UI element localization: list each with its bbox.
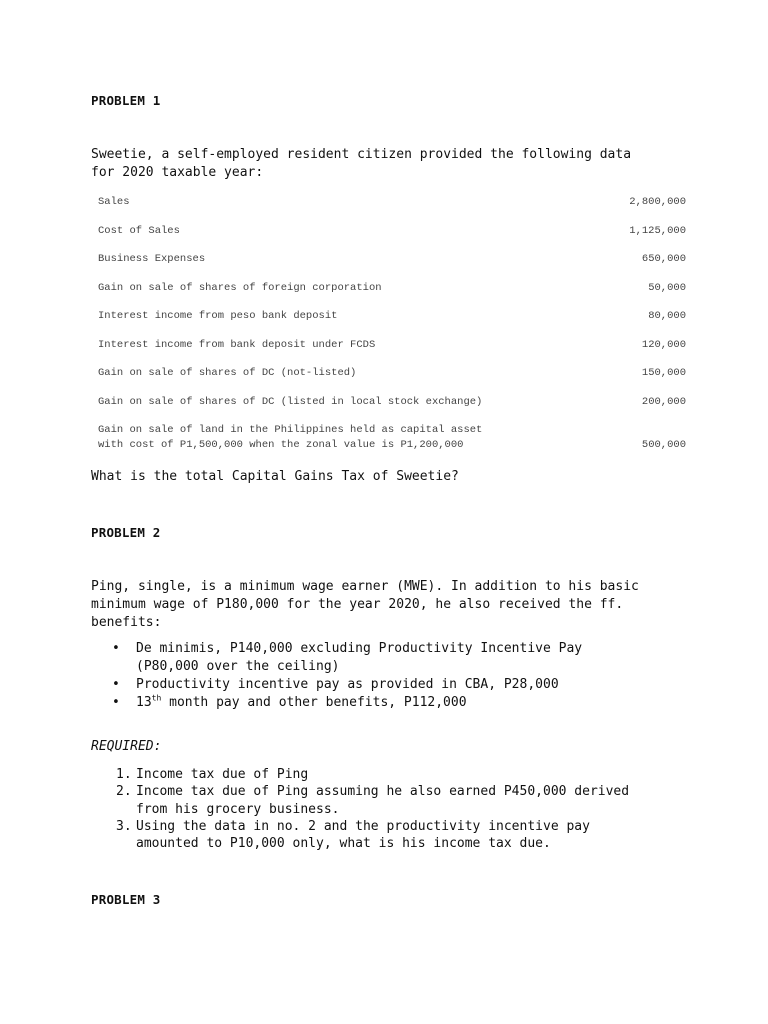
list-item xyxy=(91,676,651,694)
row-label: Gain on sale of land in the Philippines held as capital asset xyxy=(98,424,483,436)
list-item-text-part: 13 xyxy=(136,695,152,710)
row-label: Interest income from peso bank deposit xyxy=(98,310,338,322)
ordinal-suffix: th xyxy=(151,693,162,703)
problem-1-intro xyxy=(91,146,691,182)
row-label: Cost of Sales xyxy=(98,225,180,237)
list-item-text: (P80,000 over the ceiling) xyxy=(136,659,340,674)
row-amount: 80,000 xyxy=(648,310,686,322)
list-item-text: De minimis, P140,000 excluding Productivity Incentive Pay xyxy=(136,641,583,656)
row-label: with cost of P1,500,000 when the zonal value is P1,200,000 xyxy=(98,439,464,451)
item-number: 2. xyxy=(116,784,132,800)
row-label: Gain on sale of shares of DC (not-listed) xyxy=(98,367,357,379)
row-label: Gain on sale of shares of DC (listed in local stock exchange) xyxy=(98,396,483,408)
row-amount: 1,125,000 xyxy=(629,225,686,237)
row-amount: 500,000 xyxy=(641,439,686,451)
required-label: REQUIRED: xyxy=(91,739,162,754)
bullet-icon: • xyxy=(112,695,120,710)
row-amount: 50,000 xyxy=(648,282,686,294)
bullet-icon: • xyxy=(112,677,120,692)
row-amount: 2,800,000 xyxy=(629,196,686,208)
problem-2-intro-line: minimum wage of P180,000 for the year 2020, he also received the ff. xyxy=(91,597,624,612)
item-number: 3. xyxy=(116,818,132,834)
problem-1-question: What is the total Capital Gains Tax of Sweetie? xyxy=(91,469,459,484)
requirements-list xyxy=(91,766,681,852)
list-item-text xyxy=(136,694,651,712)
problem-3-heading: PROBLEM 3 xyxy=(91,892,161,907)
problem-2-intro-line: benefits: xyxy=(91,615,162,630)
row-amount: 200,000 xyxy=(641,396,686,408)
list-item xyxy=(91,640,651,676)
problem-2-intro-line: Ping, single, is a minimum wage earner (MWE). In addition to his basic xyxy=(91,579,639,594)
problem-1-heading: PROBLEM 1 xyxy=(91,93,161,108)
item-number: 1. xyxy=(116,767,132,782)
list-item xyxy=(91,783,681,818)
list-item xyxy=(91,818,681,853)
row-label: Interest income from bank deposit under FCDS xyxy=(98,339,376,351)
bullet-icon: • xyxy=(112,641,120,656)
row-label: Sales xyxy=(98,196,130,208)
problem-1-intro-line: for 2020 taxable year: xyxy=(91,165,264,180)
row-label: Gain on sale of shares of foreign corporation xyxy=(98,282,382,294)
benefits-list xyxy=(91,640,651,712)
row-amount: 150,000 xyxy=(641,367,686,379)
list-item xyxy=(91,766,681,783)
list-item-text: Using the data in no. 2 and the productivity incentive pay xyxy=(136,818,590,834)
problem-2-intro xyxy=(91,578,691,632)
list-item-text: Income tax due of Ping xyxy=(136,767,309,782)
list-item-text: Productivity incentive pay as provided in CBA, P28,000 xyxy=(136,677,559,692)
list-item xyxy=(91,694,651,712)
list-item-text: amounted to P10,000 only, what is his income tax due. xyxy=(136,836,551,852)
problem-1-intro-line: Sweetie, a self-employed resident citizen provided the following data xyxy=(91,147,632,162)
problem-2-heading: PROBLEM 2 xyxy=(91,525,161,540)
list-item-text: Income tax due of Ping assuming he also earned P450,000 derived xyxy=(136,784,630,800)
row-amount: 650,000 xyxy=(641,253,686,265)
list-item-text-part: month pay and other benefits, P112,000 xyxy=(161,695,467,710)
list-item-text: from his grocery business. xyxy=(136,801,340,817)
row-label: Business Expenses xyxy=(98,253,206,265)
row-amount: 120,000 xyxy=(641,339,686,351)
